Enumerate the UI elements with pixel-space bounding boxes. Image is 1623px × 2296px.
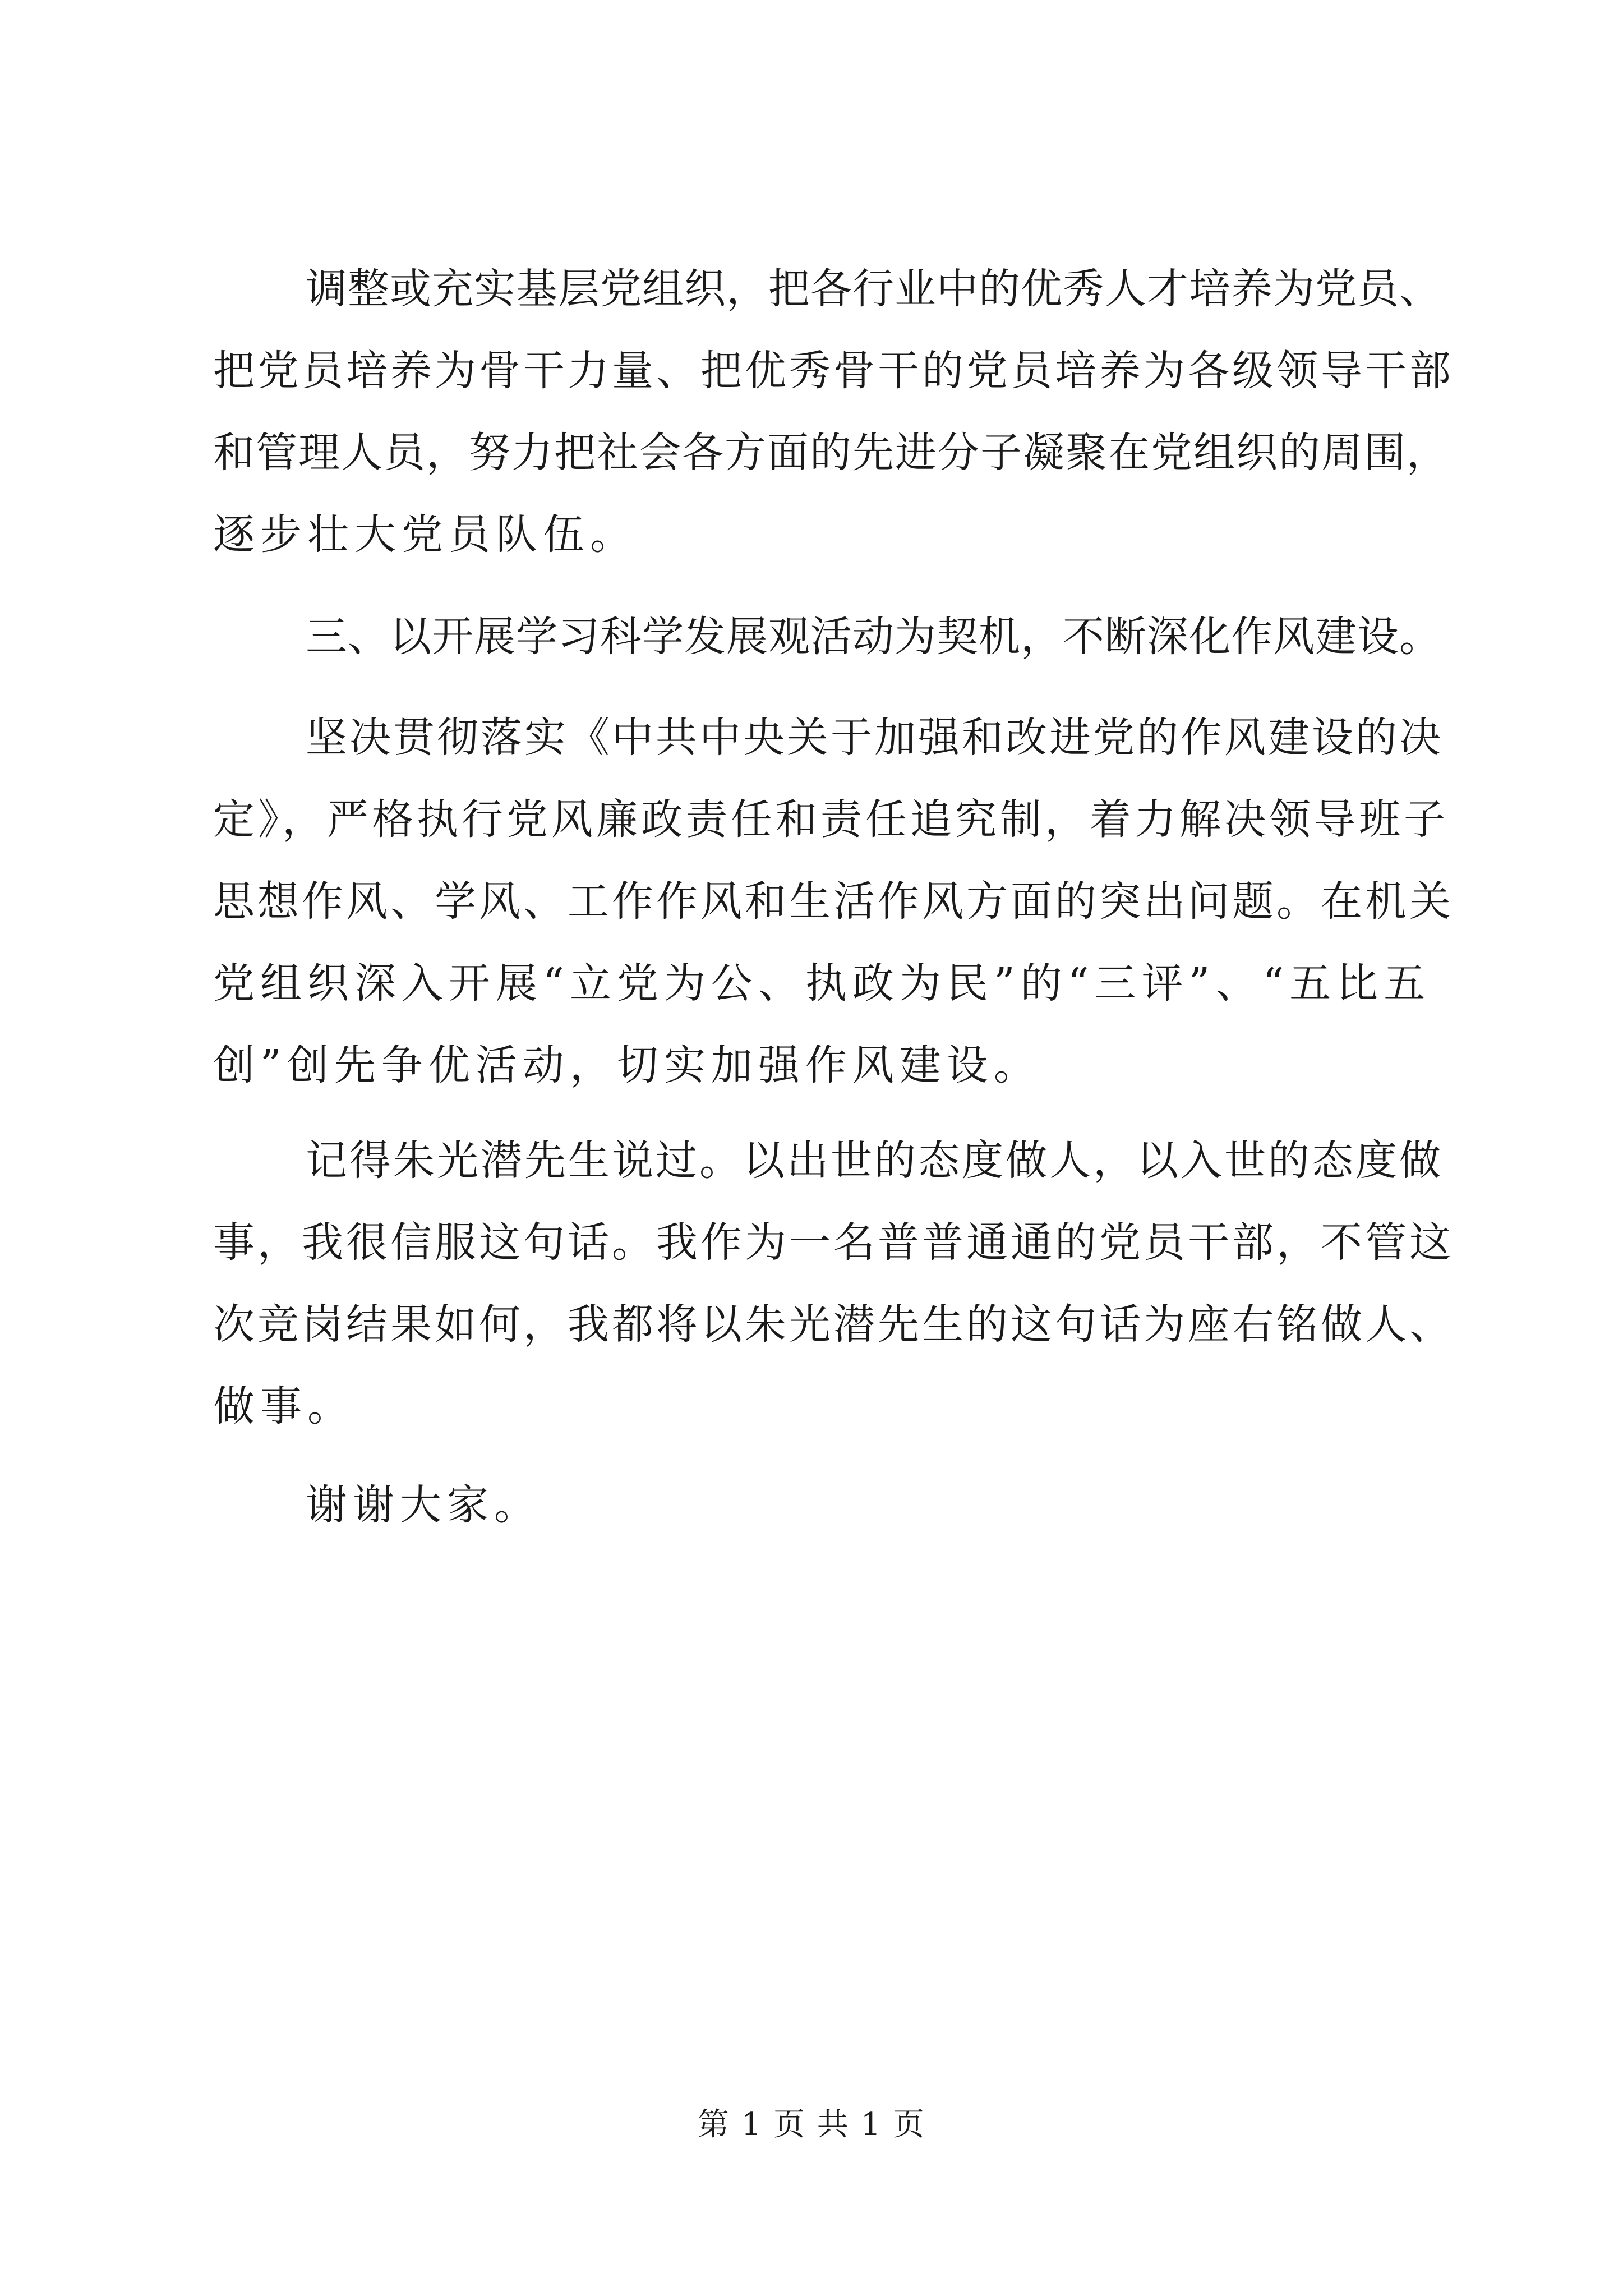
paragraph-4-line-2: 事，我很信服这句话。我作为一名普普通通的党员干部，不管这 bbox=[213, 1218, 1454, 1267]
paragraph-1-line-1: 调整或充实基层党组织，把各行业中的优秀人才培养为党员、 bbox=[306, 265, 1441, 313]
paragraph-2-line-1: 三、以开展学习科学发展观活动为契机，不断深化作风建设。 bbox=[306, 613, 1441, 661]
paragraph-3-line-3: 思想作风、学风、工作作风和生活作风方面的突出问题。在机关 bbox=[213, 877, 1454, 926]
paragraph-4-line-4: 做事。 bbox=[213, 1382, 354, 1430]
paragraph-1-line-2: 把党员培养为骨干力量、把优秀骨干的党员培养为各级领导干部 bbox=[213, 347, 1454, 395]
paragraph-3-line-5: 创”创先争优活动，切实加强作风建设。 bbox=[213, 1041, 1041, 1089]
paragraph-1-line-4: 逐步壮大党员队伍。 bbox=[213, 510, 637, 559]
paragraph-1-line-3: 和管理人员，努力把社会各方面的先进分子凝聚在党组织的周围， bbox=[213, 429, 1449, 477]
paragraph-4-line-3: 次竞岗结果如何，我都将以朱光潜先生的这句话为座右铭做人、 bbox=[213, 1300, 1454, 1349]
paragraph-5-line-1: 谢谢大家。 bbox=[306, 1481, 541, 1529]
paragraph-3-line-4: 党组织深入开展“立党为公、执政为民”的“三评”、“五比五 bbox=[213, 959, 1431, 1007]
paragraph-3-line-1: 坚决贯彻落实《中共中央关于加强和改进党的作风建设的决 bbox=[306, 714, 1443, 762]
paragraph-4-line-1: 记得朱光潜先生说过。以出世的态度做人，以入世的态度做 bbox=[306, 1137, 1443, 1185]
paragraph-3-line-2: 定》，严格执行党风廉政责任和责任追究制，着力解决领导班子 bbox=[213, 795, 1449, 844]
page-number-footer: 第 1 页 共 1 页 bbox=[697, 2106, 926, 2143]
